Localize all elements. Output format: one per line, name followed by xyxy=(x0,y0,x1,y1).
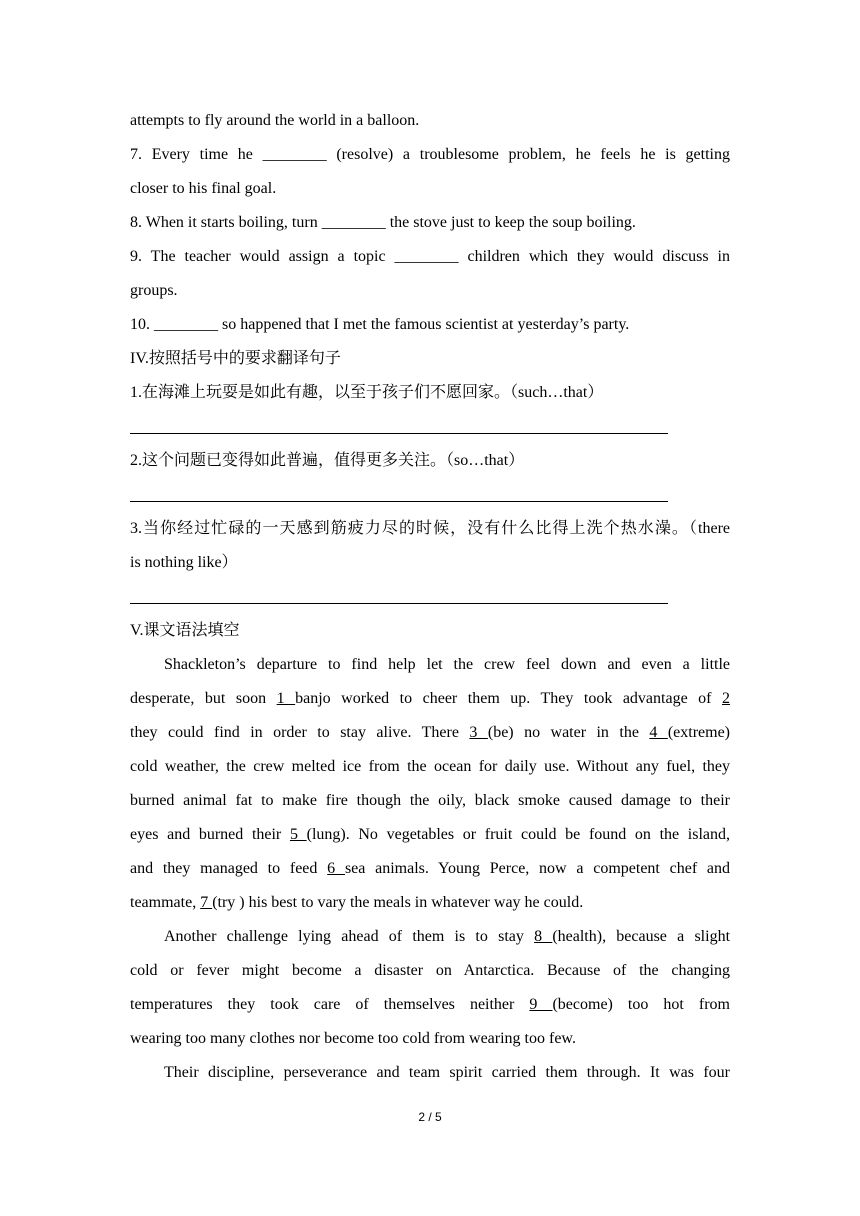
translate-q2: 2.这个问题已变得如此普遍，值得更多关注。（so…that） xyxy=(130,452,525,469)
passage-p1-line6: eyes and burned their 5 (lung). No vegetables or fruit could be found on the island, xyxy=(130,826,731,843)
translate-q3-line1: 3.当你经过忙碌的一天感到筋疲力尽的时候，没有什么比得上洗个热水澡。（there xyxy=(130,520,730,537)
blank-2[interactable]: 2 xyxy=(722,690,731,707)
blank-9[interactable]: 9 xyxy=(529,996,553,1013)
blank-7[interactable]: 7 xyxy=(200,894,213,911)
blank-5[interactable]: 5 xyxy=(289,826,307,843)
passage-p2-line1: Another challenge lying ahead of them is to stay 8 (health), because a slight xyxy=(164,928,731,945)
blank-3[interactable]: 3 xyxy=(469,724,488,741)
passage-p1-line4: cold weather, the crew melted ice from the ocean for daily use. Without any fuel, they xyxy=(130,758,730,775)
blank-8[interactable]: 8 xyxy=(534,928,553,945)
answer-line-1[interactable] xyxy=(130,433,668,434)
passage-p2-line4: wearing too many clothes nor become too cold from wearing too few. xyxy=(130,1030,576,1047)
translate-q1: 1.在海滩上玩耍是如此有趣，以至于孩子们不愿回家。（such…that） xyxy=(130,384,604,401)
passage-p3-line1: Their discipline, perseverance and team spirit carried them through. It was four xyxy=(164,1064,730,1081)
passage-p1-line3: they could find in order to stay alive. There 3 (be) no water in the 4 (extreme) xyxy=(130,724,731,741)
passage-p1-line5: burned animal fat to make fire though the oily, black smoke caused damage to their xyxy=(130,792,730,809)
passage-p2-line2: cold or fever might become a disaster on Antarctica. Because of the changing xyxy=(130,962,730,979)
passage-p1-line8: teammate, 7 (try ) his best to vary the meals in whatever way he could. xyxy=(130,894,584,911)
q7-line1: 7. Every time he ________ (resolve) a troublesome problem, he feels he is getting xyxy=(130,146,730,163)
blank-4[interactable]: 4 xyxy=(649,724,668,741)
answer-line-2[interactable] xyxy=(130,501,668,502)
blank-6[interactable]: 6 xyxy=(327,860,345,877)
section4-heading: IV.按照括号中的要求翻译句子 xyxy=(130,350,341,367)
section5-heading: V.课文语法填空 xyxy=(130,622,240,639)
translate-q3-line2: is nothing like） xyxy=(130,554,238,571)
q8: 8. When it starts boiling, turn ________ the stove just to keep the soup boiling. xyxy=(130,214,636,231)
answer-line-3[interactable] xyxy=(130,603,668,604)
q7-line2: closer to his final goal. xyxy=(130,180,277,197)
passage-p1-line1: Shackleton’s departure to find help let the crew feel down and even a little xyxy=(164,656,730,673)
q9-line2: groups. xyxy=(130,282,178,299)
q6-tail: attempts to fly around the world in a balloon. xyxy=(130,112,420,129)
page-number: 2 / 5 xyxy=(418,1110,442,1124)
passage-p1-line2: desperate, but soon 1 banjo worked to cheer them up. They took advantage of 2 xyxy=(130,690,731,707)
q9-line1: 9. The teacher would assign a topic ________ children which they would discuss in xyxy=(130,248,730,265)
passage-p2-line3: temperatures they took care of themselves neither 9 (become) too hot from xyxy=(130,996,731,1013)
q10: 10. ________ so happened that I met the famous scientist at yesterday’s party. xyxy=(130,316,630,333)
passage-p1-line7: and they managed to feed 6 sea animals. Young Perce, now a competent chef and xyxy=(130,860,731,877)
blank-1[interactable]: 1 xyxy=(276,690,296,707)
